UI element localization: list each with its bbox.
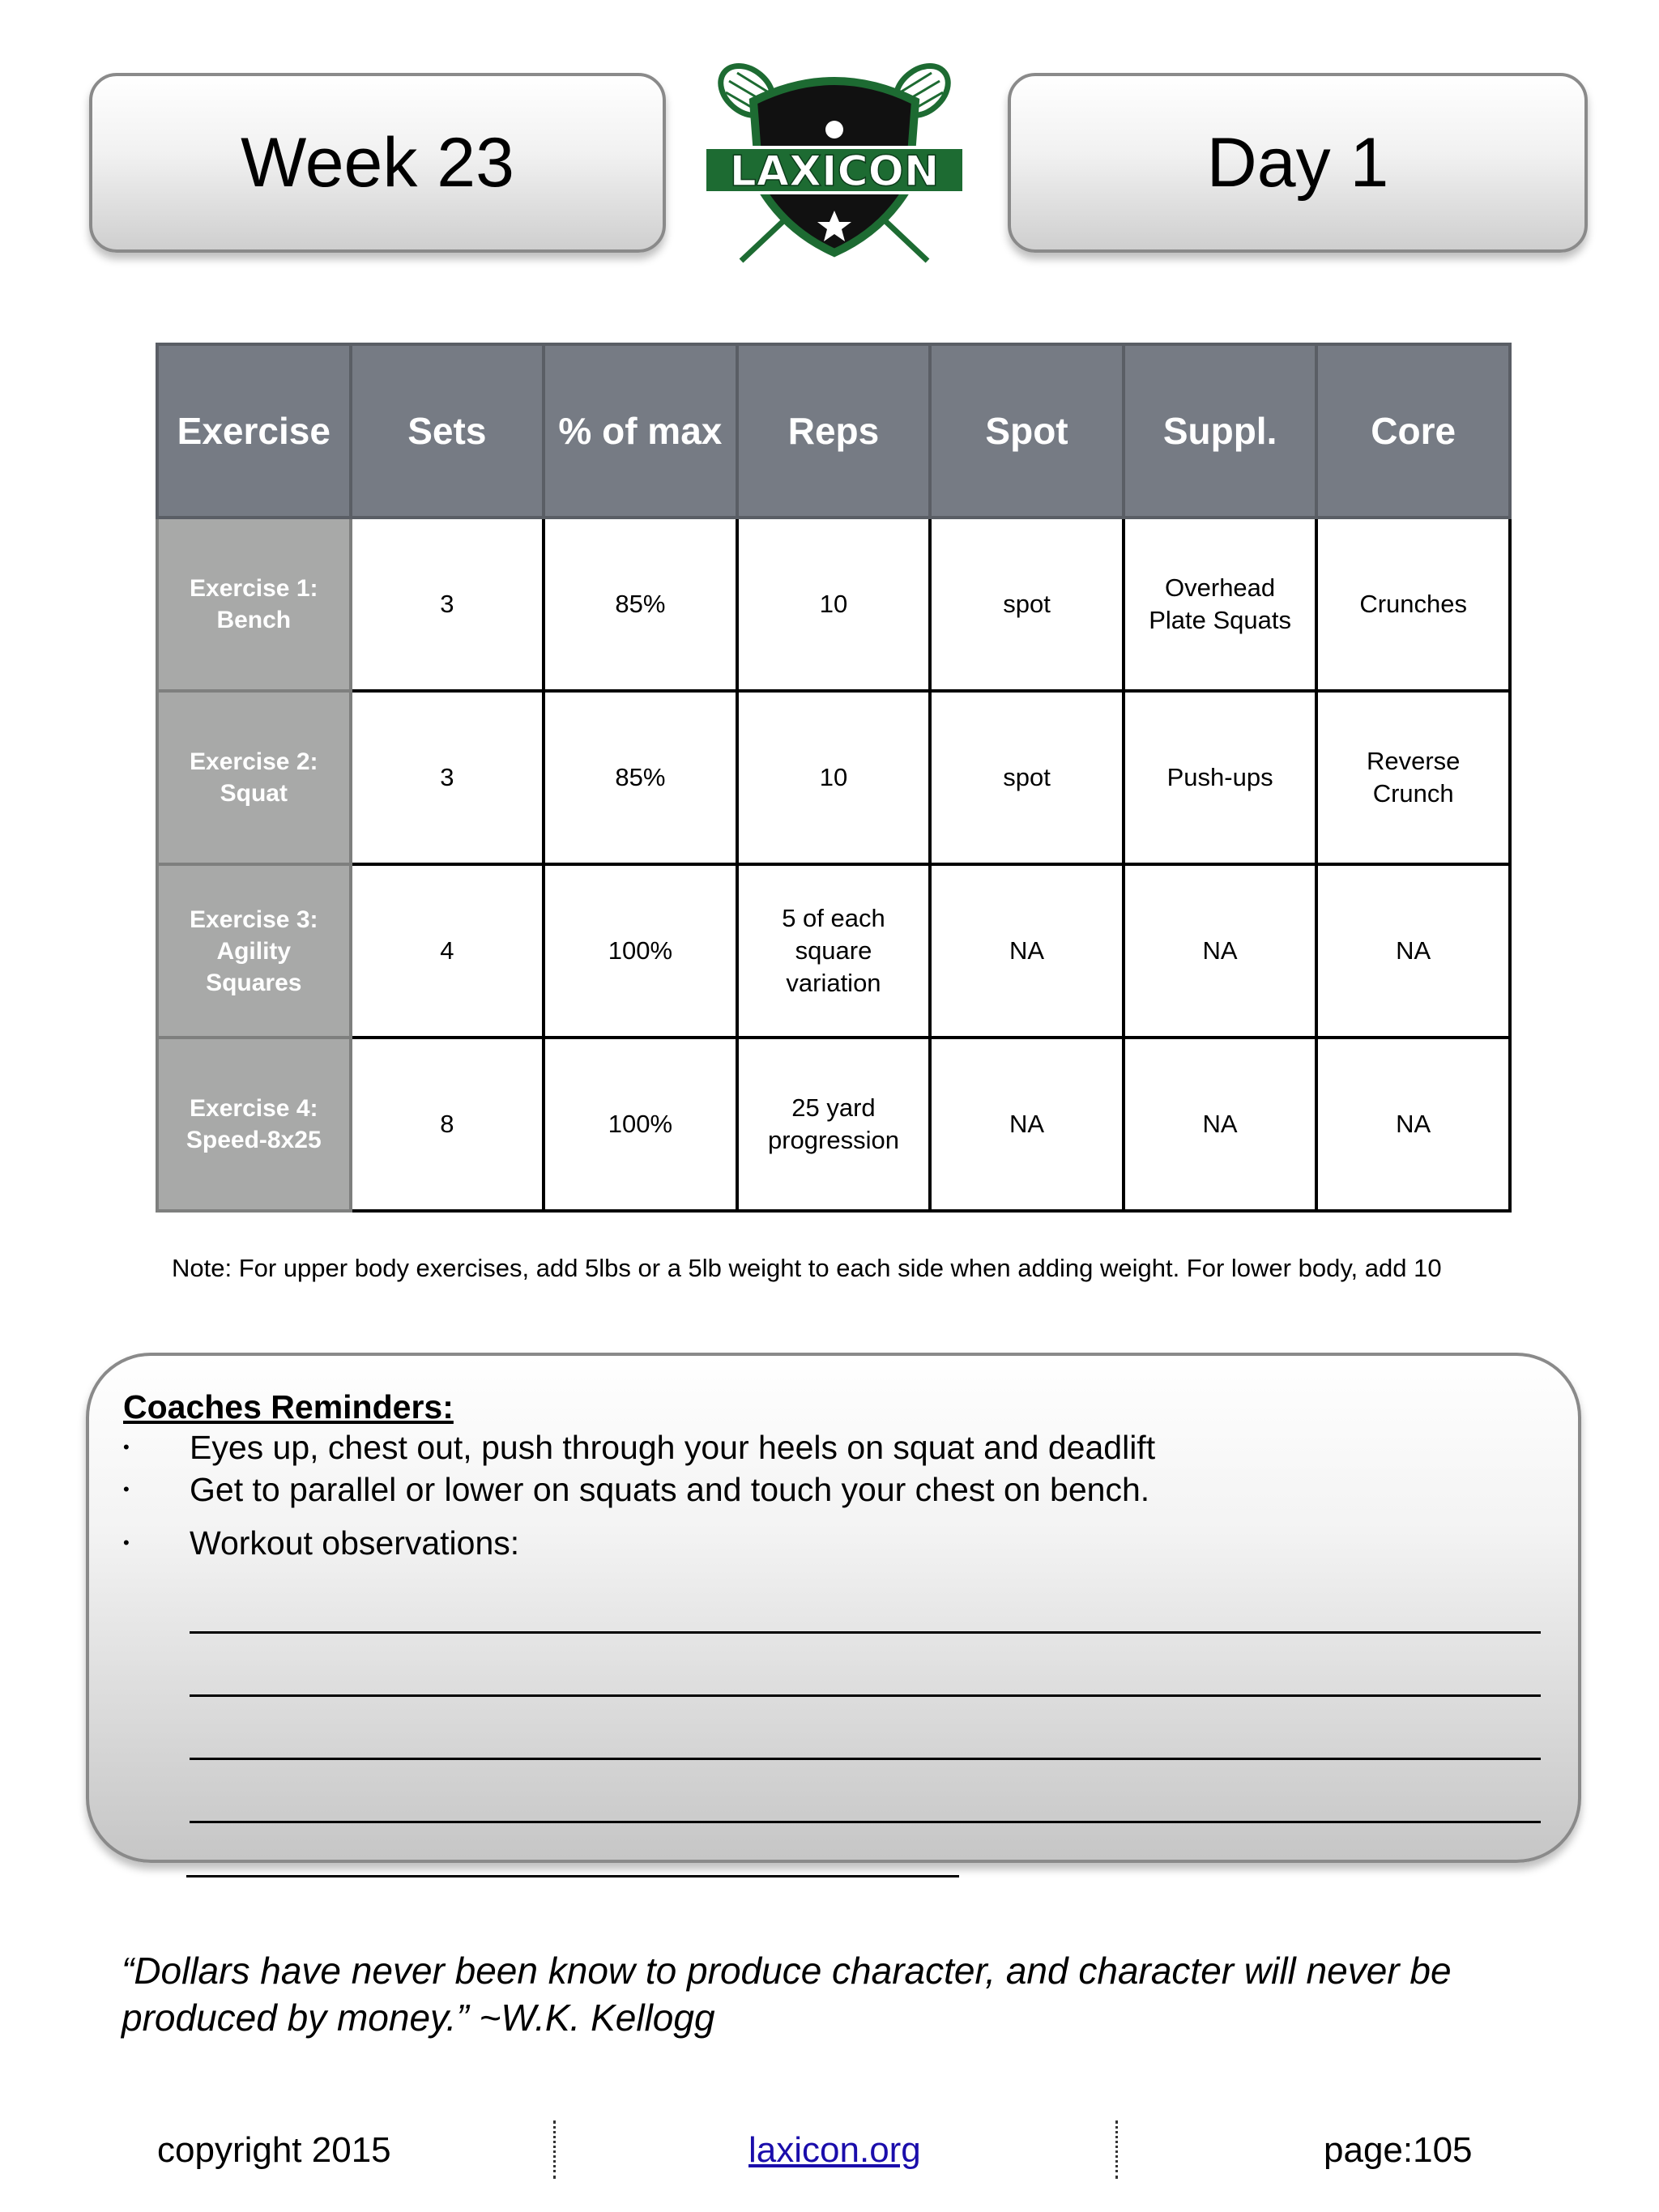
sets-cell: 4 bbox=[351, 864, 544, 1038]
reps-cell: 5 of each square variation bbox=[737, 864, 931, 1038]
pct-max-cell: 85% bbox=[544, 691, 737, 864]
coaches-reminders-box bbox=[86, 1353, 1581, 1863]
table-row bbox=[157, 864, 1510, 1038]
column-header: Core bbox=[1316, 344, 1510, 518]
reminder-item: Get to parallel or lower on squats and touch your chest on bench. bbox=[190, 1471, 1150, 1508]
workout-table bbox=[156, 343, 1512, 1213]
suppl-cell: NA bbox=[1124, 1038, 1317, 1211]
sets-cell: 3 bbox=[351, 518, 544, 691]
reps-cell: 10 bbox=[737, 691, 931, 864]
column-header: Reps bbox=[737, 344, 931, 518]
spot-cell: spot bbox=[930, 691, 1124, 864]
bullet-icon: • bbox=[123, 1437, 130, 1457]
table-row bbox=[157, 1038, 1510, 1211]
writing-line bbox=[186, 1875, 959, 1877]
bullet-icon: • bbox=[123, 1479, 130, 1499]
suppl-cell: Push-ups bbox=[1124, 691, 1317, 864]
reminders-title: Coaches Reminders: bbox=[123, 1388, 454, 1426]
spot-cell: NA bbox=[930, 864, 1124, 1038]
sets-cell: 3 bbox=[351, 691, 544, 864]
pct-max-cell: 85% bbox=[544, 518, 737, 691]
pct-max-cell: 100% bbox=[544, 1038, 737, 1211]
sets-cell: 8 bbox=[351, 1038, 544, 1211]
reminder-item: Workout observations: bbox=[190, 1524, 520, 1562]
exercise-name-cell: Exercise 2: Squat bbox=[157, 691, 351, 864]
writing-line bbox=[190, 1821, 1541, 1823]
table-row bbox=[157, 518, 1510, 691]
core-cell: Reverse Crunch bbox=[1316, 691, 1510, 864]
writing-line bbox=[190, 1758, 1541, 1760]
laxicon-logo bbox=[697, 57, 972, 267]
reps-cell: 10 bbox=[737, 518, 931, 691]
column-header: Suppl. bbox=[1124, 344, 1317, 518]
column-header: Spot bbox=[930, 344, 1124, 518]
exercise-name-cell: Exercise 4: Speed-8x25 bbox=[157, 1038, 351, 1211]
website-link[interactable]: laxicon.org bbox=[748, 2130, 921, 2170]
logo-wordmark: LAXICON bbox=[729, 147, 940, 196]
column-header: % of max bbox=[544, 344, 737, 518]
suppl-cell: Overhead Plate Squats bbox=[1124, 518, 1317, 691]
pct-max-cell: 100% bbox=[544, 864, 737, 1038]
exercise-name-cell: Exercise 3: Agility Squares bbox=[157, 864, 351, 1038]
core-cell: NA bbox=[1316, 864, 1510, 1038]
week-label: Week 23 bbox=[89, 73, 666, 253]
reps-cell: 25 yard progression bbox=[737, 1038, 931, 1211]
page-number: page:105 bbox=[1324, 2130, 1473, 2170]
copyright-text: copyright 2015 bbox=[157, 2130, 391, 2170]
quote: “Dollars have never been know to produce character, and character will never be produced by money.” ~W.K. Kellogg bbox=[122, 1950, 1452, 2039]
footer-divider bbox=[553, 2120, 556, 2179]
spot-cell: spot bbox=[930, 518, 1124, 691]
column-header: Exercise bbox=[157, 344, 351, 518]
table-header-row bbox=[157, 344, 1510, 518]
column-header: Sets bbox=[351, 344, 544, 518]
table-note: Note: For upper body exercises, add 5lbs or a 5lb weight to each side when adding weight. For lower body, add 10 bbox=[172, 1254, 1442, 1282]
writing-line bbox=[190, 1694, 1541, 1697]
core-cell: Crunches bbox=[1316, 518, 1510, 691]
suppl-cell: NA bbox=[1124, 864, 1317, 1038]
core-cell: NA bbox=[1316, 1038, 1510, 1211]
bullet-icon: • bbox=[123, 1532, 130, 1553]
reminder-item: Eyes up, chest out, push through your heels on squat and deadlift bbox=[190, 1429, 1156, 1466]
exercise-name-cell: Exercise 1: Bench bbox=[157, 518, 351, 691]
spot-cell: NA bbox=[930, 1038, 1124, 1211]
footer-divider bbox=[1115, 2120, 1118, 2179]
table-row bbox=[157, 691, 1510, 864]
writing-line bbox=[190, 1631, 1541, 1634]
day-label: Day 1 bbox=[1008, 73, 1588, 253]
